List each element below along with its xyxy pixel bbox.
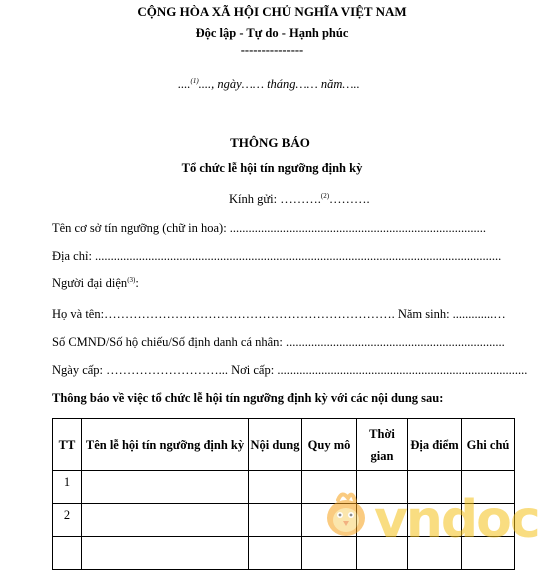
table-cell: 1: [53, 471, 82, 504]
republic-heading: CỘNG HÒA XÃ HỘI CHỦ NGHĨA VIỆT NAM: [137, 4, 407, 19]
table-cell: [53, 537, 82, 570]
name-birthyear-field[interactable]: Họ và tên:……………………………………………………………. Năm sinh: .............…: [52, 307, 506, 321]
table-cell[interactable]: [82, 504, 249, 537]
col-header-festival-name: Tên lễ hội tín ngưỡng định kỳ: [82, 419, 249, 471]
table-row: [53, 537, 515, 570]
issue-date-place-field[interactable]: Ngày cấp: ………………………... Nơi cấp: ................................................................................: [52, 363, 528, 377]
table-cell[interactable]: [408, 537, 462, 570]
table-cell[interactable]: [82, 537, 249, 570]
representative-text: Người đại diện: [52, 276, 128, 291]
table-cell[interactable]: [82, 471, 249, 504]
date-footnote-marker: (1): [190, 77, 199, 85]
recipient-footnote-marker: (2): [320, 192, 330, 200]
col-header-content: Nội dung: [249, 419, 302, 471]
svg-text:vndoc: vndoc: [374, 490, 539, 541]
table-cell[interactable]: [249, 471, 302, 504]
address-field[interactable]: Địa chỉ: ..................................................................................................................................: [52, 249, 502, 263]
table-cell[interactable]: [249, 504, 302, 537]
date-line: [178, 77, 360, 92]
col-header-tt: TT: [53, 419, 82, 471]
table-cell: 2: [53, 504, 82, 537]
date-rest: ...., ngày…… tháng…… năm…..: [198, 77, 360, 92]
table-cell[interactable]: [357, 537, 408, 570]
col-header-scale: Quy mô: [302, 419, 357, 471]
col-header-time-line1: Thời: [369, 426, 395, 441]
representative-colon: :: [135, 276, 139, 291]
representative-footnote-marker: (3): [127, 276, 136, 284]
document-title: THÔNG BÁO: [230, 135, 310, 150]
table-header-row: [53, 419, 515, 471]
vndoc-logo-icon: [318, 482, 544, 541]
notice-intro: Thông báo về việc tổ chức lễ hội tín ngưỡng định kỳ với các nội dung sau:: [52, 391, 444, 405]
vndoc-watermark-logo: [318, 482, 544, 541]
col-header-location: Địa điểm: [408, 419, 462, 471]
recipient-line: [229, 192, 370, 207]
representative-label: [52, 276, 139, 291]
motto-separator: ---------------: [240, 43, 304, 57]
table-cell[interactable]: [249, 537, 302, 570]
col-header-time-line2: gian: [370, 448, 394, 463]
document-subtitle: Tổ chức lễ hội tín ngưỡng định kỳ: [181, 161, 363, 175]
date-prefix: ....: [178, 77, 191, 92]
motto: Độc lập - Tự do - Hạnh phúc: [195, 26, 349, 40]
col-header-time: [357, 419, 408, 471]
table-cell[interactable]: [462, 537, 515, 570]
establishment-name-field[interactable]: Tên cơ sở tín ngưỡng (chữ in hoa): ..................................................................................: [52, 221, 487, 235]
table-cell[interactable]: [302, 537, 357, 570]
col-header-note: Ghi chú: [462, 419, 515, 471]
recipient-suffix: ……….: [329, 192, 370, 207]
id-number-field[interactable]: Số CMND/Số hộ chiếu/Số định danh cá nhân: ......................................................................: [52, 335, 505, 349]
recipient-prefix: Kính gửi: ……….: [229, 192, 321, 207]
